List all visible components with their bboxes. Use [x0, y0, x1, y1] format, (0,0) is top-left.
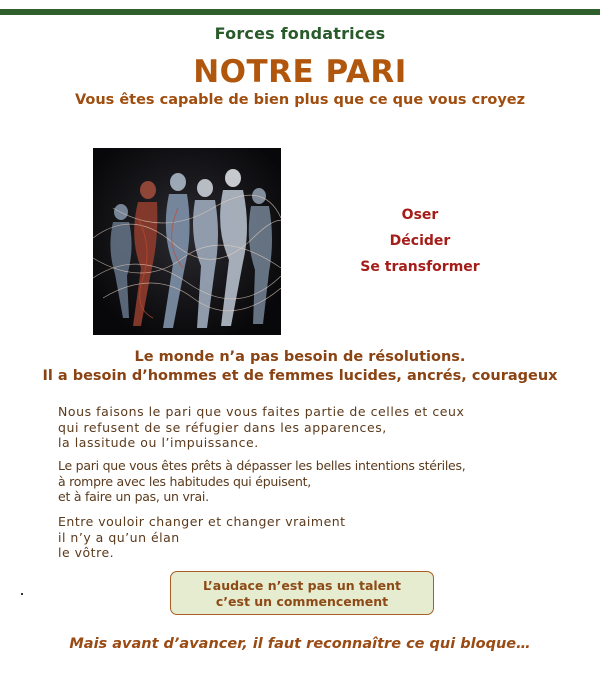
quote-callout — [170, 571, 434, 615]
page-subtitle: Vous êtes capable de bien plus que ce que vous croyez — [74, 92, 526, 108]
section-kicker: Forces fondatrices — [214, 24, 386, 43]
paragraph-wager — [58, 404, 464, 451]
page-title: NOTRE PARI — [193, 54, 407, 90]
paragraph-line: Entre vouloir changer et changer vraiment — [58, 514, 346, 529]
quote-line-2: c’est un commencement — [215, 594, 389, 609]
teaser-text: Mais avant d’avancer, il faut reconnaître ce qui bloque… — [69, 636, 531, 652]
paragraph-line: la lassitude ou l’impuissance. — [58, 435, 259, 450]
paragraph-line: il n’y a qu’un élan — [58, 529, 180, 545]
paragraph-momentum — [58, 514, 346, 561]
action-item-se-transformer: Se transformer — [360, 259, 480, 275]
paragraph-line: Le pari que vous êtes prêts à dépasser les belles intentions stériles, — [58, 458, 466, 473]
top-accent-bar — [0, 9, 600, 15]
dancing-figures-artwork — [93, 148, 281, 335]
paragraph-line: à rompre avec les habitudes qui épuisent, — [58, 473, 312, 489]
quote-line-1: L’audace n’est pas un talent — [202, 578, 402, 593]
lead-line-2: Il a besoin d’hommes et de femmes lucides, ancrés, courageux — [42, 368, 558, 384]
lead-statement — [0, 348, 600, 386]
paragraph-intentions — [58, 458, 466, 505]
stray-dot — [21, 593, 23, 595]
paragraph-line: Nous faisons le pari que vous faites partie de celles et ceux — [58, 404, 465, 419]
paragraph-line: qui refusent de se réfugier dans les apparences, — [58, 419, 387, 435]
paragraph-line: et à faire un pas, un vrai. — [58, 489, 209, 504]
lead-line-1: Le monde n’a pas besoin de résolutions. — [134, 349, 466, 365]
action-item-decider: Décider — [389, 233, 451, 249]
action-item-oser: Oser — [401, 207, 439, 223]
action-list — [345, 202, 495, 280]
paragraph-line: le vôtre. — [58, 545, 115, 560]
dancing-figures-illustration — [93, 148, 281, 335]
